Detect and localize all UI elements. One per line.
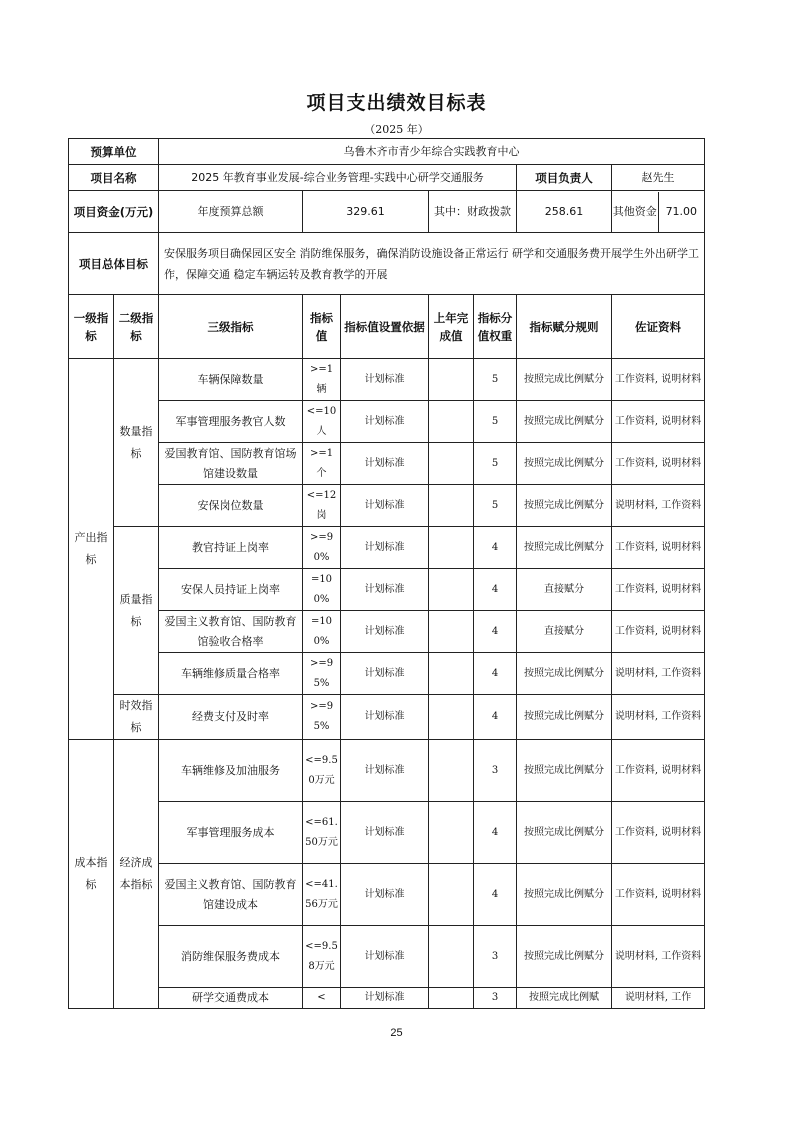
- col-weight: 指标分值权重: [474, 295, 517, 359]
- indicator-weight: 4: [474, 569, 517, 611]
- indicator-name: 军事管理服务成本: [159, 802, 303, 864]
- overall-goal-label: 项目总体目标: [69, 233, 159, 295]
- indicator-name: 消防维保服务费成本: [159, 926, 303, 988]
- indicator-rule: 按照完成比例赋分: [517, 443, 612, 485]
- indicator-evidence: 说明材料, 工作资料: [612, 653, 705, 695]
- indicator-weight: 4: [474, 695, 517, 740]
- project-funds-row: [69, 191, 705, 233]
- indicator-weight: 5: [474, 485, 517, 527]
- indicator-weight: 4: [474, 802, 517, 864]
- indicator-row: [69, 864, 705, 926]
- indicator-evidence: 工作资料, 说明材料: [612, 740, 705, 802]
- indicator-last-year: [429, 864, 474, 926]
- project-name-row: [69, 165, 705, 191]
- project-leader-value: 赵先生: [612, 165, 705, 191]
- indicator-row: [69, 527, 705, 569]
- indicator-rule: 按照完成比例赋分: [517, 864, 612, 926]
- indicator-evidence: 说明材料, 工作资料: [612, 926, 705, 988]
- indicator-weight: 4: [474, 653, 517, 695]
- indicator-name: 爱国主义教育馆、国防教育馆验收合格率: [159, 611, 303, 653]
- indicator-value: >=1辆: [303, 359, 341, 401]
- budget-unit-row: [69, 139, 705, 165]
- indicator-weight: 4: [474, 527, 517, 569]
- indicator-rule: 按照完成比例赋分: [517, 527, 612, 569]
- indicator-value: =100%: [303, 569, 341, 611]
- indicator-rule: 按照完成比例赋分: [517, 485, 612, 527]
- indicator-value: >=90%: [303, 527, 341, 569]
- indicator-name: 车辆保障数量: [159, 359, 303, 401]
- indicator-weight: 5: [474, 443, 517, 485]
- col-basis: 指标值设置依据: [341, 295, 429, 359]
- indicator-row: [69, 443, 705, 485]
- indicator-rule: 按照完成比例赋: [517, 988, 612, 1009]
- column-header-row: [69, 295, 705, 359]
- indicator-basis: 计划标准: [341, 864, 429, 926]
- indicator-basis: 计划标准: [341, 695, 429, 740]
- indicator-name: 研学交通费成本: [159, 988, 303, 1009]
- indicator-evidence: 工作资料, 说明材料: [612, 864, 705, 926]
- indicator-value: >=1个: [303, 443, 341, 485]
- project-name-value: 2025 年教育事业发展-综合业务管理-实践中心研学交通服务: [159, 165, 517, 191]
- indicator-weight: 4: [474, 864, 517, 926]
- level2-quality: 质量指标: [114, 527, 159, 695]
- indicator-row: [69, 695, 705, 740]
- indicator-value: >=95%: [303, 695, 341, 740]
- indicator-rule: 按照完成比例赋分: [517, 926, 612, 988]
- indicator-basis: 计划标准: [341, 401, 429, 443]
- level2-timeliness: 时效指标: [114, 695, 159, 740]
- indicator-basis: 计划标准: [341, 611, 429, 653]
- budget-unit-value: 乌鲁木齐市青少年综合实践教育中心: [159, 139, 705, 165]
- indicator-row: [69, 926, 705, 988]
- indicator-last-year: [429, 359, 474, 401]
- indicator-rule: 按照完成比例赋分: [517, 695, 612, 740]
- indicator-basis: 计划标准: [341, 802, 429, 864]
- indicator-evidence: 工作资料, 说明材料: [612, 611, 705, 653]
- indicator-rule: 按照完成比例赋分: [517, 359, 612, 401]
- indicator-value: <: [303, 988, 341, 1009]
- indicator-last-year: [429, 988, 474, 1009]
- indicator-last-year: [429, 611, 474, 653]
- indicator-name: 爱国教育馆、国防教育馆场馆建设数量: [159, 443, 303, 485]
- indicator-basis: 计划标准: [341, 926, 429, 988]
- indicator-last-year: [429, 569, 474, 611]
- overall-goal-text: 安保服务项目确保园区安全 消防维保服务，确保消防设施设备正常运行 研学和交通服务费开展学生外出研学工作，保障交通 稳定车辆运转及教育教学的开展: [159, 233, 705, 295]
- indicator-name: 军事管理服务教官人数: [159, 401, 303, 443]
- indicator-last-year: [429, 926, 474, 988]
- page-number: 25: [390, 1027, 403, 1039]
- annual-total-value: 329.61: [303, 191, 429, 233]
- level1-output: 产出指标: [69, 359, 114, 740]
- level1-cost: 成本指标: [69, 740, 114, 1009]
- indicator-basis: 计划标准: [341, 653, 429, 695]
- indicator-row: [69, 653, 705, 695]
- indicator-basis: 计划标准: [341, 988, 429, 1009]
- indicator-name: 安保岗位数量: [159, 485, 303, 527]
- indicator-last-year: [429, 802, 474, 864]
- indicator-last-year: [429, 527, 474, 569]
- col-rule: 指标赋分规则: [517, 295, 612, 359]
- indicator-rule: 直接赋分: [517, 611, 612, 653]
- col-evidence: 佐证资料: [612, 295, 705, 359]
- overall-goal-row: [69, 233, 705, 295]
- indicator-row: [69, 740, 705, 802]
- indicator-rule: 直接赋分: [517, 569, 612, 611]
- indicator-basis: 计划标准: [341, 569, 429, 611]
- indicator-evidence: 说明材料, 工作资料: [612, 485, 705, 527]
- indicator-basis: 计划标准: [341, 485, 429, 527]
- indicator-evidence: 工作资料, 说明材料: [612, 359, 705, 401]
- indicator-rule: 按照完成比例赋分: [517, 401, 612, 443]
- indicator-value: <=10人: [303, 401, 341, 443]
- col-level3: 三级指标: [159, 295, 303, 359]
- col-level2: 二级指标: [114, 295, 159, 359]
- col-level1: 一级指标: [69, 295, 114, 359]
- year-subtitle: （2025 年）: [364, 123, 429, 136]
- indicator-last-year: [429, 485, 474, 527]
- indicator-name: 教官持证上岗率: [159, 527, 303, 569]
- indicator-weight: 3: [474, 926, 517, 988]
- indicator-name: 安保人员持证上岗率: [159, 569, 303, 611]
- annual-total-label: 年度预算总额: [159, 191, 303, 233]
- indicator-basis: 计划标准: [341, 359, 429, 401]
- indicator-row: [69, 569, 705, 611]
- indicator-rule: 按照完成比例赋分: [517, 802, 612, 864]
- indicator-basis: 计划标准: [341, 527, 429, 569]
- indicator-weight: 3: [474, 740, 517, 802]
- indicator-row: [69, 401, 705, 443]
- indicator-last-year: [429, 740, 474, 802]
- indicator-rule: 按照完成比例赋分: [517, 740, 612, 802]
- indicator-value: >=95%: [303, 653, 341, 695]
- indicator-name: 爱国主义教育馆、国防教育馆建设成本: [159, 864, 303, 926]
- indicator-last-year: [429, 443, 474, 485]
- indicator-row: [69, 611, 705, 653]
- indicator-rule: 按照完成比例赋分: [517, 653, 612, 695]
- indicator-last-year: [429, 401, 474, 443]
- indicator-weight: 3: [474, 988, 517, 1009]
- indicator-last-year: [429, 653, 474, 695]
- indicator-row: [69, 802, 705, 864]
- project-funds-label: 项目资金(万元): [69, 191, 159, 233]
- fiscal-allocation-value: 258.61: [517, 191, 612, 233]
- other-funds-cell: [612, 191, 705, 233]
- indicator-weight: 4: [474, 611, 517, 653]
- fiscal-allocation-label: 其中：财政拨款: [429, 191, 517, 233]
- indicator-name: 经费支付及时率: [159, 695, 303, 740]
- indicator-last-year: [429, 695, 474, 740]
- other-funds-label: 其他资金: [612, 192, 659, 232]
- col-last-year: 上年完成值: [429, 295, 474, 359]
- indicator-weight: 5: [474, 401, 517, 443]
- indicator-weight: 5: [474, 359, 517, 401]
- budget-unit-label: 预算单位: [69, 139, 159, 165]
- indicator-name: 车辆维修及加油服务: [159, 740, 303, 802]
- level2-quantity: 数量指标: [114, 359, 159, 527]
- col-value: 指标值: [303, 295, 341, 359]
- indicator-value: <=41.56万元: [303, 864, 341, 926]
- indicator-value: <=9.50万元: [303, 740, 341, 802]
- level2-economic-cost: 经济成本指标: [114, 740, 159, 1009]
- indicator-basis: 计划标准: [341, 740, 429, 802]
- other-funds-value: 71.00: [665, 204, 698, 218]
- indicator-row: [69, 359, 705, 401]
- performance-target-table: [68, 138, 705, 1009]
- project-leader-label: 项目负责人: [517, 165, 612, 191]
- indicator-evidence: 工作资料, 说明材料: [612, 802, 705, 864]
- indicator-value: <=9.58万元: [303, 926, 341, 988]
- indicator-evidence: 工作资料, 说明材料: [612, 527, 705, 569]
- indicator-value: <=61.50万元: [303, 802, 341, 864]
- indicator-evidence: 工作资料, 说明材料: [612, 569, 705, 611]
- indicator-basis: 计划标准: [341, 443, 429, 485]
- indicator-evidence: 工作资料, 说明材料: [612, 443, 705, 485]
- indicator-name: 车辆维修质量合格率: [159, 653, 303, 695]
- indicator-row: [69, 988, 705, 1009]
- indicator-evidence: 说明材料, 工作资料: [612, 695, 705, 740]
- indicator-evidence: 工作资料, 说明材料: [612, 401, 705, 443]
- indicator-value: <=12岗: [303, 485, 341, 527]
- indicator-value: =100%: [303, 611, 341, 653]
- indicator-evidence: 说明材料, 工作: [612, 988, 705, 1009]
- indicator-row: [69, 485, 705, 527]
- project-name-label: 项目名称: [69, 165, 159, 191]
- page-title: 项目支出绩效目标表: [306, 92, 487, 114]
